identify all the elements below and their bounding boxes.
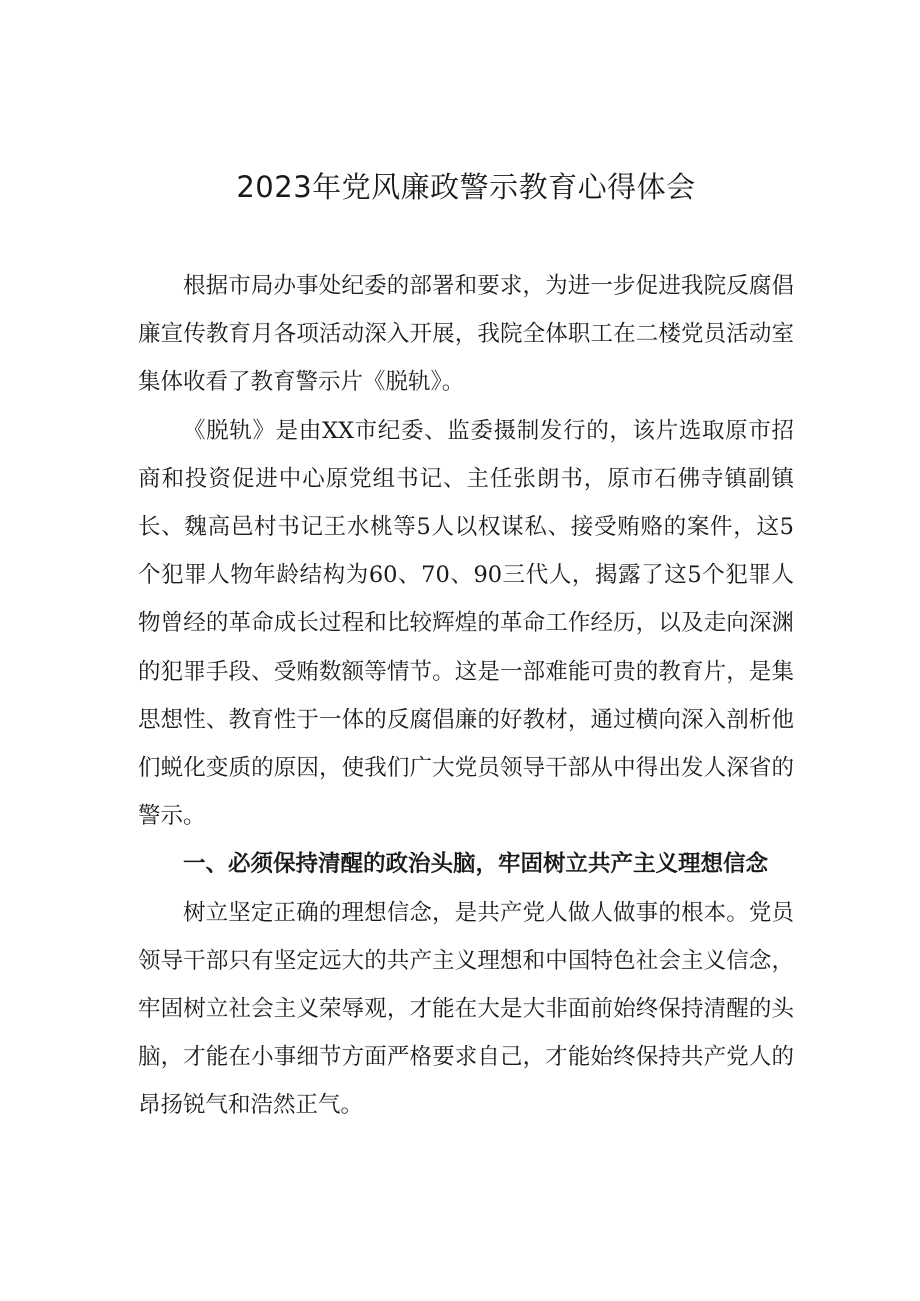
- section-paragraph: 树立坚定正确的理想信念，是共产党人做人做事的根本。党员领导干部只有坚定远大的共产主义理想和中国特色社会主义信念，牢固树立社会主义荣辱观，才能在大是大非面前始终保持清醒的头脑，才能在小事细节方面严格要求自己，才能始终保持共产党人的昂扬锐气和浩然正气。: [138, 899, 794, 1119]
- intro-paragraph: 根据市局办事处纪委的部署和要求，为进一步促进我院反腐倡廉宣传教育月各项活动深入开展，我院全体职工在二楼党员活动室集体收看了教育警示片《脱轨》。: [138, 273, 794, 396]
- document-title: 2023年党风廉政警示教育心得体会: [236, 170, 696, 204]
- document-body: [138, 262, 794, 1130]
- section-heading: 一、必须保持清醒的政治头脑，牢固树立共产主义理想信念: [183, 851, 769, 878]
- film-description-paragraph: 《脱轨》是由XX市纪委、监委摄制发行的，该片选取原市招商和投资促进中心原党组书记、主任张朗书，原市石佛寺镇副镇长、魏高邑村书记王水桃等5人以权谋私、接受贿赂的案件，这5个犯罪人物年龄结构为60、70、90三代人，揭露了这5个犯罪人物曾经的革命成长过程和比较辉煌的革命工作经历，以及走向深渊的犯罪手段、受贿数额等情节。这是一部难能可贵的教育片，是集思想性、教育性于一体的反腐倡廉的好教材，通过横向深入剖析他们蜕化变质的原因，使我们广大党员领导干部从中得出发人深省的警示。: [138, 417, 794, 830]
